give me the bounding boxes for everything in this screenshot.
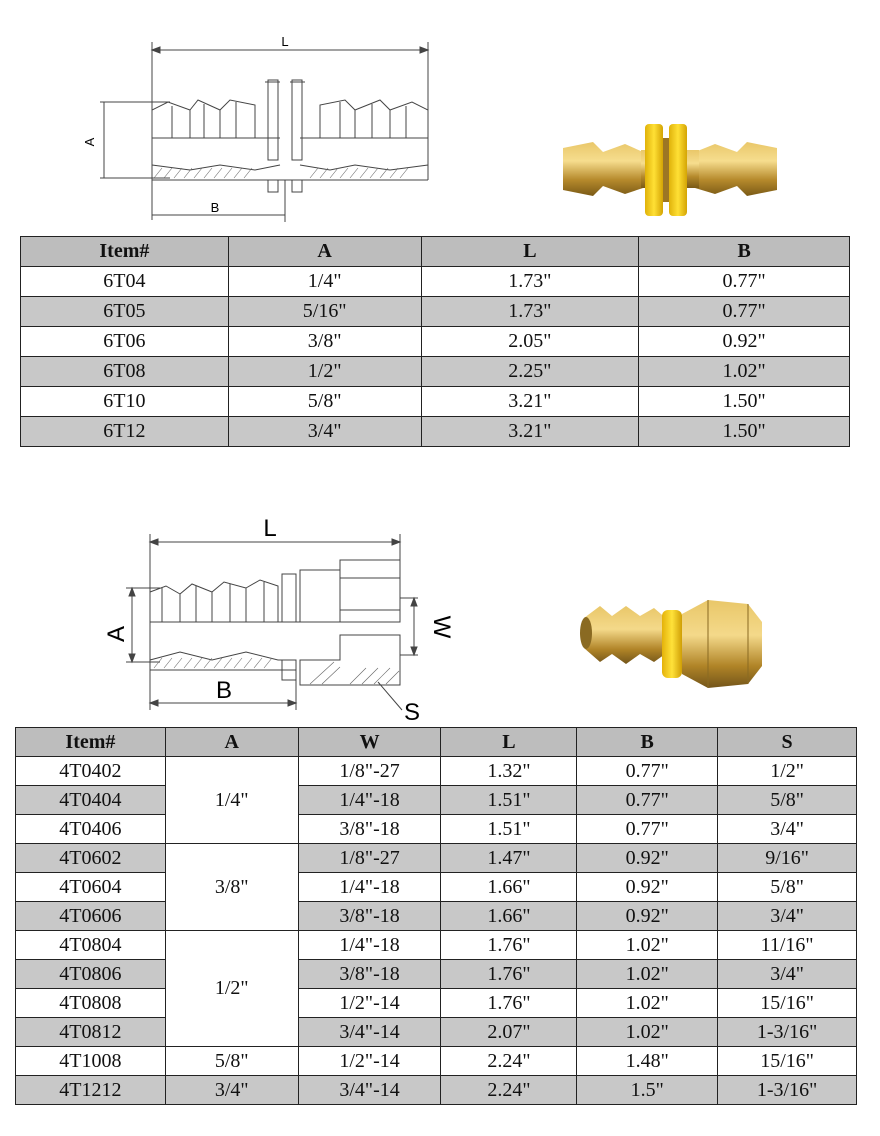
w-cell: 3/4"-14 [298,1018,441,1047]
s-cell: 11/16" [718,931,857,960]
w-cell: 1/4"-18 [298,931,441,960]
table-row [16,1018,857,1047]
b-cell: 0.77" [577,815,718,844]
l-cell: 3.21" [421,387,639,417]
table-row [16,902,857,931]
female-swivel-spec-table [15,727,857,1105]
b-cell: 1.50" [639,417,850,447]
b-cell: 0.77" [577,786,718,815]
b-cell: 0.77" [577,757,718,786]
l-cell: 1.76" [441,931,577,960]
w-cell: 1/2"-14 [298,1047,441,1076]
item-cell: 4T0804 [16,931,166,960]
w-cell: 1/4"-18 [298,786,441,815]
s-cell: 5/8" [718,786,857,815]
dimension-label-l: L [263,515,277,542]
table-row [16,757,857,786]
table-row [16,844,857,873]
a-cell: 1/2" [228,357,421,387]
l-cell: 2.24" [441,1047,577,1076]
header-b: B [577,728,718,757]
union-spec-table [20,236,850,447]
b-cell: 0.92" [639,327,850,357]
w-cell: 1/8"-27 [298,757,441,786]
a-group-cell: 1/4" [165,757,298,844]
s-cell: 1/2" [718,757,857,786]
s-cell: 9/16" [718,844,857,873]
table-row [16,873,857,902]
table-row [21,417,850,447]
w-cell: 1/2"-14 [298,989,441,1018]
w-cell: 3/8"-18 [298,960,441,989]
item-cell: 4T0406 [16,815,166,844]
b-cell: 1.02" [577,989,718,1018]
union-fitting-drawing [80,30,450,230]
header-w: W [298,728,441,757]
item-cell: 6T05 [21,297,229,327]
table-header-row [16,728,857,757]
dimension-label-a: A [103,625,130,643]
w-cell: 1/4"-18 [298,873,441,902]
a-cell: 1/4" [228,267,421,297]
table-row [16,1047,857,1076]
a-group-cell: 3/8" [165,844,298,931]
header-b: B [639,237,850,267]
dimension-label-a: A [82,137,97,147]
a-cell: 3/8" [228,327,421,357]
female-fitting-drawing [100,510,455,726]
w-cell: 1/8"-27 [298,844,441,873]
s-cell: 3/4" [718,902,857,931]
item-cell: 6T08 [21,357,229,387]
b-cell: 1.02" [577,960,718,989]
table-row [21,357,850,387]
header-l: L [421,237,639,267]
table-row [16,960,857,989]
a-group-cell: 3/4" [165,1076,298,1105]
b-cell: 1.02" [577,1018,718,1047]
l-cell: 1.66" [441,873,577,902]
item-cell: 6T04 [21,267,229,297]
l-cell: 2.25" [421,357,639,387]
b-cell: 1.02" [577,931,718,960]
table-row [21,267,850,297]
l-cell: 2.07" [441,1018,577,1047]
b-cell: 0.92" [577,844,718,873]
b-cell: 0.77" [639,297,850,327]
s-cell: 15/16" [718,1047,857,1076]
b-cell: 0.92" [577,902,718,931]
dimension-label-b: B [215,677,233,704]
l-cell: 3.21" [421,417,639,447]
item-cell: 4T0812 [16,1018,166,1047]
l-cell: 2.24" [441,1076,577,1105]
l-cell: 1.73" [421,297,639,327]
header-item: Item# [21,237,229,267]
item-cell: 6T10 [21,387,229,417]
l-cell: 1.76" [441,960,577,989]
b-cell: 1.5" [577,1076,718,1105]
header-item: Item# [16,728,166,757]
a-group-cell: 1/2" [165,931,298,1047]
w-cell: 3/8"-18 [298,815,441,844]
a-cell: 3/4" [228,417,421,447]
table-row [16,786,857,815]
s-cell: 3/4" [718,960,857,989]
item-cell: 4T0602 [16,844,166,873]
header-a: A [165,728,298,757]
table-header-row [21,237,850,267]
b-cell: 1.50" [639,387,850,417]
table-row [16,931,857,960]
header-s: S [718,728,857,757]
table-row [16,815,857,844]
table-row [16,989,857,1018]
header-a: A [228,237,421,267]
l-cell: 1.51" [441,815,577,844]
item-cell: 4T0402 [16,757,166,786]
l-cell: 1.66" [441,902,577,931]
w-cell: 3/8"-18 [298,902,441,931]
s-cell: 1-3/16" [718,1018,857,1047]
table-row [21,297,850,327]
dimension-label-s: S [403,699,421,726]
table-row [21,387,850,417]
table-row [16,1076,857,1105]
s-cell: 5/8" [718,873,857,902]
header-l: L [441,728,577,757]
w-cell: 3/4"-14 [298,1076,441,1105]
l-cell: 1.73" [421,267,639,297]
l-cell: 1.76" [441,989,577,1018]
l-cell: 1.51" [441,786,577,815]
s-cell: 3/4" [718,815,857,844]
b-cell: 1.48" [577,1047,718,1076]
item-cell: 4T1008 [16,1047,166,1076]
l-cell: 1.32" [441,757,577,786]
item-cell: 4T0604 [16,873,166,902]
dimension-label-l: L [281,34,289,49]
l-cell: 1.47" [441,844,577,873]
table-row [21,327,850,357]
female-fitting-photo [578,586,768,698]
a-cell: 5/8" [228,387,421,417]
a-cell: 5/16" [228,297,421,327]
union-fitting-photo [555,118,785,223]
a-group-cell: 5/8" [165,1047,298,1076]
s-cell: 1-3/16" [718,1076,857,1105]
item-cell: 6T12 [21,417,229,447]
dimension-label-w: W [428,615,455,639]
item-cell: 4T0606 [16,902,166,931]
item-cell: 4T0808 [16,989,166,1018]
item-cell: 4T1212 [16,1076,166,1105]
b-cell: 1.02" [639,357,850,387]
item-cell: 4T0806 [16,960,166,989]
b-cell: 0.77" [639,267,850,297]
item-cell: 6T06 [21,327,229,357]
item-cell: 4T0404 [16,786,166,815]
b-cell: 0.92" [577,873,718,902]
dimension-label-b: B [210,200,220,215]
s-cell: 15/16" [718,989,857,1018]
l-cell: 2.05" [421,327,639,357]
